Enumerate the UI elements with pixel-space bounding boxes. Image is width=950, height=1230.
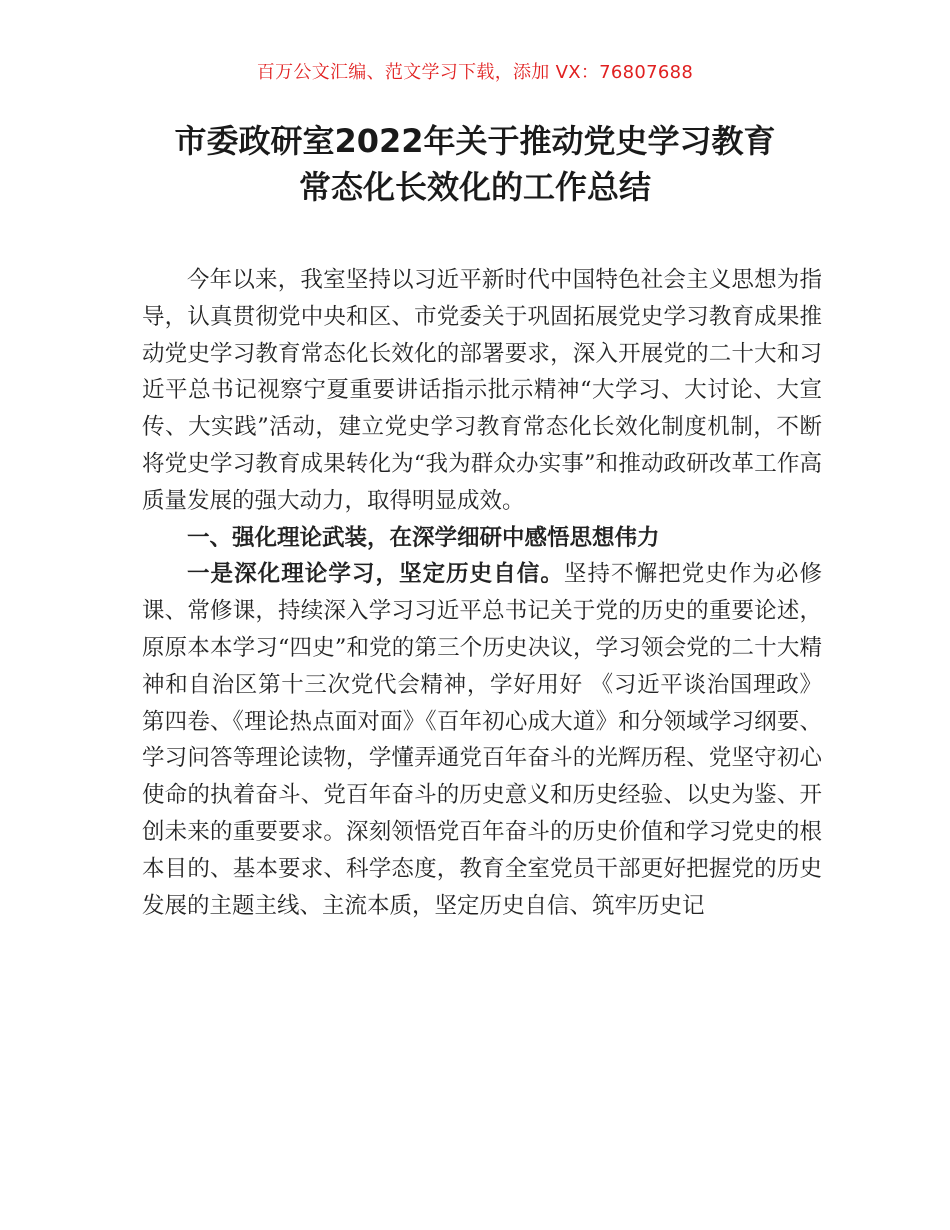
paragraph-point-1 xyxy=(142,556,822,924)
section-heading-1: 一、强化理论武装，在深学细研中感悟思想伟力 xyxy=(187,524,660,551)
paragraph-body-text: 坚持不懈把党史作为必修课、常修课，持续深入学习习近平总书记关于党的历史的重要论述，原原本本学习“四史”和党的第三个历史决议，学习领会党的二十大精神和自治区第十三次党代会精神，学好用好 《习近平谈治国理政》第四卷、《理论热点面对面》《百年初心成大道》和分领域学习纲要、学习问答等理论读物，学懂弄通党百年奋斗的光辉历程、党坚守初心使命的执着奋斗、党百年奋斗的历史意义和历史经验、以史为鉴、开创未来的重要要求。深刻领悟党百年奋斗的历史价值和学习党史的根本目的、基本要求、科学态度，教育全室党员干部更好把握党的历史发展的主题主线、主流本质，坚定历史自信、筑牢历史记 xyxy=(142,561,822,919)
page-title xyxy=(0,118,950,210)
title-line-2: 常态化长效化的工作总结 xyxy=(298,168,651,206)
title-line-1: 市委政研室2022年关于推动党史学习教育 xyxy=(174,122,776,160)
header-watermark-note: 百万公文汇编、范文学习下载，添加 VX：76807688 xyxy=(256,62,694,83)
document-body xyxy=(142,262,822,924)
paragraph-intro: 今年以来，我室坚持以习近平新时代中国特色社会主义思想为指导，认真贯彻党中央和区、市党委关于巩固拓展党史学习教育成果推动党史学习教育常态化长效化的部署要求，深入开展党的二十大和习近平总书记视察宁夏重要讲话指示批示精神“大学习、大讨论、大宣传、大实践”活动，建立党史学习教育常态化长效化制度机制，不断将党史学习教育成果转化为“我为群众办实事”和推动政研改革工作高质量发展的强大动力，取得明显成效。 xyxy=(142,267,822,514)
paragraph-lead-text: 一是深化理论学习，坚定历史自信。 xyxy=(187,561,564,588)
